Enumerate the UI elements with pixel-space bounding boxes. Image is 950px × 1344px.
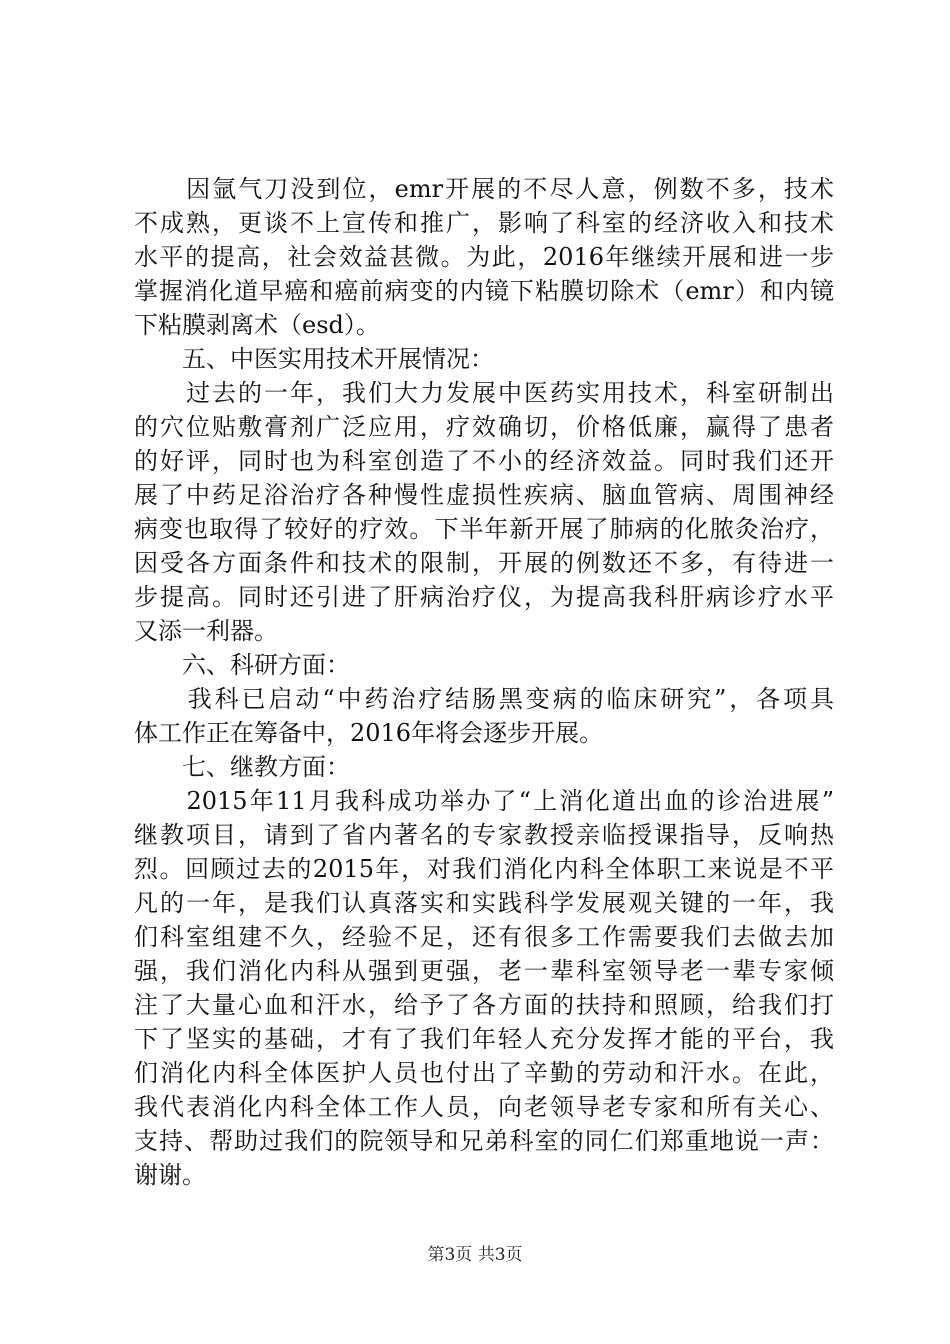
body-text-line: 下粘膜剥离术（esd）。 <box>134 311 380 339</box>
body-text-line: 谢谢。 <box>134 1161 206 1189</box>
body-text-line: 不成熟，更谈不上宣传和推广，影响了科室的经济收入和技术 <box>134 209 834 237</box>
body-text-line: 下了坚实的基础，才有了我们年轻人充分发挥才能的平台，我 <box>134 1025 834 1053</box>
body-text-line: 体工作正在筹备中，2016年将会逐步开展。 <box>134 719 604 747</box>
body-text-line: 我科已启动“中药治疗结肠黑变病的临床研究”，各项具 <box>134 685 834 713</box>
body-text-line: 水平的提高，社会效益甚微。为此，2016年继续开展和进一步 <box>134 243 834 271</box>
body-text-line: 七、继教方面： <box>134 753 350 781</box>
body-text-line: 因氩气刀没到位，emr开展的不尽人意，例数不多，技术 <box>134 175 834 203</box>
body-text-line: 们消化内科全体医护人员也付出了辛勤的劳动和汗水。在此， <box>134 1059 834 1087</box>
body-text-line: 过去的一年，我们大力发展中医药实用技术，科室研制出 <box>134 379 834 407</box>
document-body <box>134 172 834 1192</box>
body-text-line: 因受各方面条件和技术的限制，开展的例数还不多，有待进一 <box>134 549 834 577</box>
body-text-line: 五、中医实用技术开展情况： <box>134 345 494 373</box>
body-text-line: 展了中药足浴治疗各种慢性虚损性疾病、脑血管病、周围神经 <box>134 481 834 509</box>
body-text-line: 2015年11月我科成功举办了“上消化道出血的诊治进展” <box>134 787 834 815</box>
body-text-line: 注了大量心血和汗水，给予了各方面的扶持和照顾，给我们打 <box>134 991 834 1019</box>
body-text-line: 病变也取得了较好的疗效。下半年新开展了肺病的化脓灸治疗， <box>134 515 834 543</box>
body-text-line: 强，我们消化内科从强到更强，老一辈科室领导老一辈专家倾 <box>134 957 834 985</box>
body-text-line: 的穴位贴敷膏剂广泛应用，疗效确切，价格低廉，赢得了患者 <box>134 413 834 441</box>
body-text-line: 六、科研方面： <box>134 651 350 679</box>
body-text-line: 凡的一年，是我们认真落实和实践科学发展观关键的一年，我 <box>134 889 834 917</box>
body-text-line: 们科室组建不久，经验不足，还有很多工作需要我们去做去加 <box>134 923 834 951</box>
body-text-line: 支持、帮助过我们的院领导和兄弟科室的同仁们郑重地说一声： <box>134 1127 834 1155</box>
page-footer: 第3页 共3页 <box>427 1245 523 1265</box>
body-text-line: 掌握消化道早癌和癌前病变的内镜下粘膜切除术（emr）和内镜 <box>134 277 834 305</box>
body-text-line: 我代表消化内科全体工作人员，向老领导老专家和所有关心、 <box>134 1093 834 1121</box>
body-text-line: 的好评，同时也为科室创造了不小的经济效益。同时我们还开 <box>134 447 834 475</box>
body-text-line: 烈。回顾过去的2015年，对我们消化内科全体职工来说是不平 <box>134 855 834 883</box>
body-text-line: 步提高。同时还引进了肝病治疗仪，为提高我科肝病诊疗水平 <box>134 583 834 611</box>
body-text-line: 继教项目，请到了省内著名的专家教授亲临授课指导，反响热 <box>134 821 834 849</box>
body-text-line: 又添一利器。 <box>134 617 278 645</box>
